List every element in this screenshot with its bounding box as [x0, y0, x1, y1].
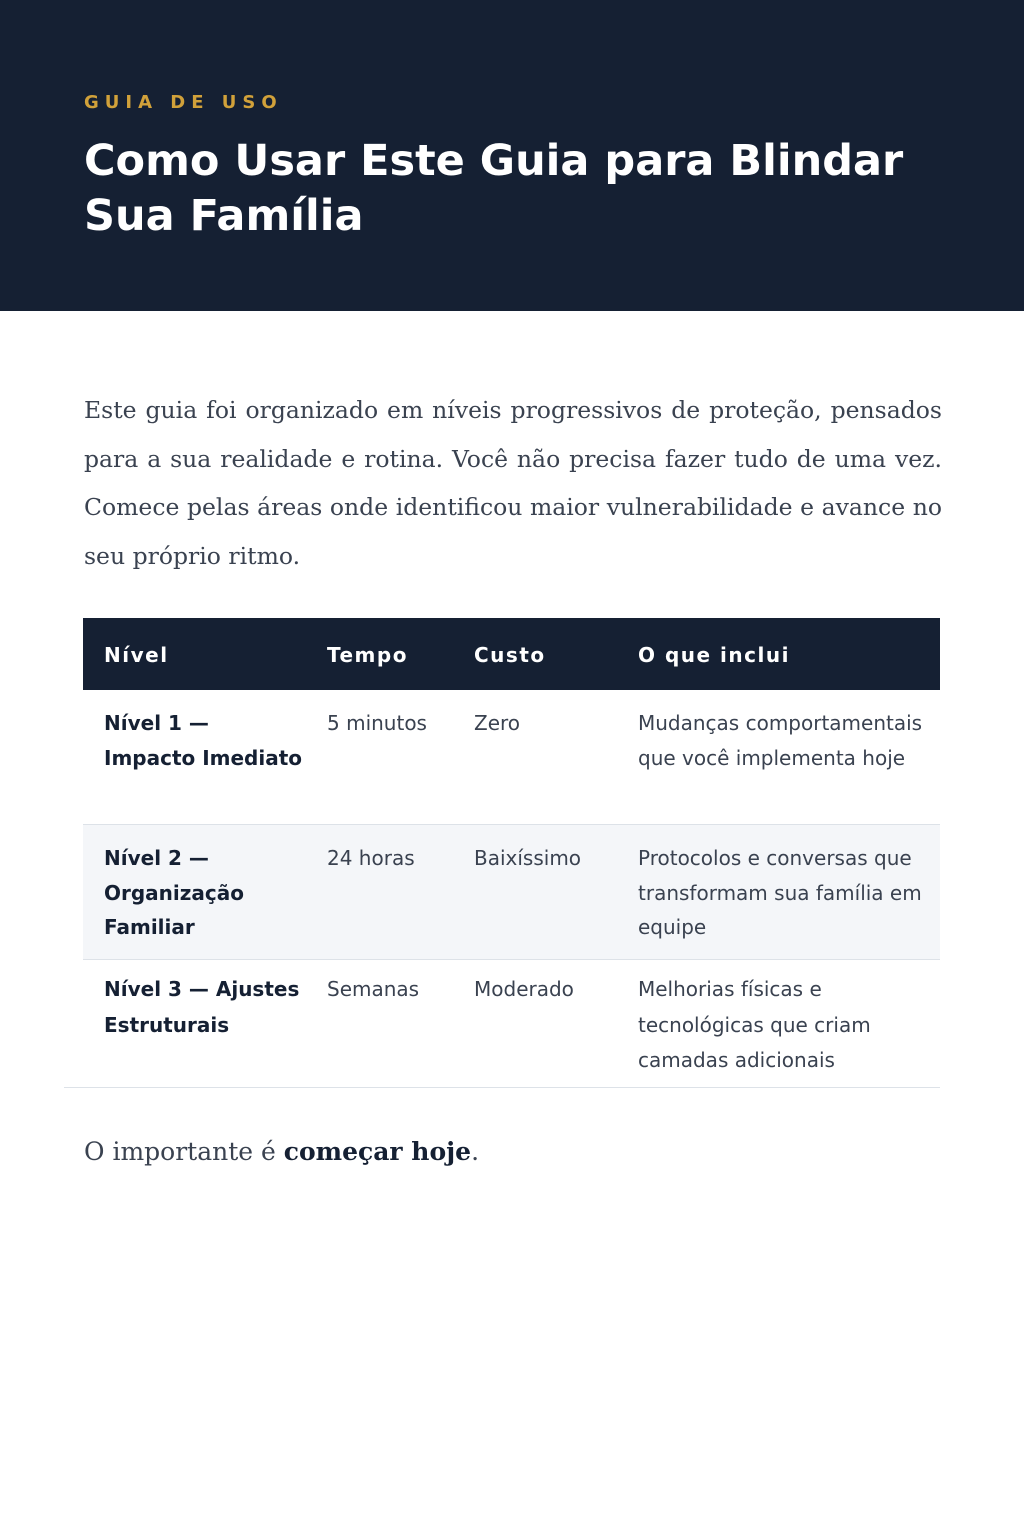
table-header	[83, 618, 940, 690]
cost-cell: Baixíssimo	[474, 846, 582, 870]
column-header-cost: Custo	[474, 643, 546, 667]
table-row	[83, 690, 940, 825]
table-row	[83, 825, 940, 960]
cost-cell: Zero	[474, 711, 521, 735]
level-cell: Nível 3 — Ajustes Estruturais	[104, 977, 300, 1037]
levels-table	[83, 618, 940, 1091]
includes-cell: Mudanças comportamentais que você implementa hoje	[638, 711, 923, 770]
includes-cell: Protocolos e conversas que transformam sua família em equipe	[638, 846, 922, 939]
column-header-includes: O que inclui	[638, 643, 790, 667]
eyebrow-label: GUIA DE USO	[84, 92, 283, 113]
page-title: Como Usar Este Guia para Blindar Sua Família	[84, 136, 904, 241]
column-header-level: Nível	[104, 643, 169, 667]
cost-cell: Moderado	[474, 977, 574, 1001]
includes-cell: Melhorias físicas e tecnológicas que criam camadas adicionais	[638, 977, 871, 1072]
intro-paragraph: Este guia foi organizado em níveis progressivos de proteção, pensados para a sua realidade e rotina. Você não precisa fazer tudo de uma vez. Comece pelas áreas onde identificou maior vulnerabilidade e avance no seu próprio ritmo.	[84, 396, 942, 570]
level-cell: Nível 2 — Organização Familiar	[104, 846, 244, 939]
column-header-time: Tempo	[327, 643, 408, 667]
table-bottom-divider	[64, 1087, 940, 1088]
closing-emphasis: começar hoje	[283, 1137, 472, 1166]
level-cell: Nível 1 — Impacto Imediato	[104, 711, 303, 770]
table-row	[83, 960, 940, 1091]
time-cell: Semanas	[327, 977, 420, 1001]
closing-prefix: O importante é	[84, 1137, 284, 1166]
time-cell: 5 minutos	[327, 711, 427, 735]
closing-statement	[84, 1132, 479, 1172]
page-header	[0, 0, 1024, 311]
time-cell: 24 horas	[327, 846, 415, 870]
closing-suffix: .	[471, 1137, 480, 1166]
